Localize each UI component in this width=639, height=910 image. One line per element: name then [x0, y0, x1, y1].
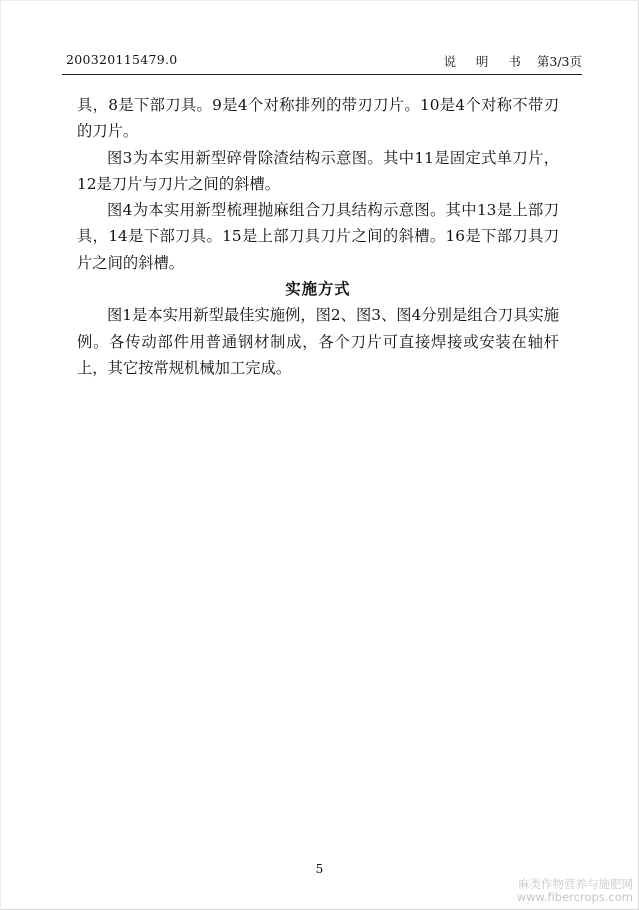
page-header	[66, 50, 582, 72]
watermark-url: www.fibercrops.com	[516, 890, 633, 904]
document-body	[77, 92, 559, 381]
watermark-site-name: 麻类作物营养与施肥网	[518, 877, 633, 891]
header-divider	[62, 74, 582, 75]
paragraph-implementation: 图1是本实用新型最佳实施例，图2、图3、图4分别是组合刀具实施例。各传动部件用普通钢材制成，各个刀片可直接焊接或安装在轴杆上，其它按常规机械加工完成。	[77, 306, 559, 377]
watermark	[483, 878, 633, 904]
paragraph-figure-3: 图3为本实用新型碎骨除渣结构示意图。其中11是固定式单刀片，12是刀片与刀片之间的斜槽。	[77, 148, 559, 193]
paragraph-figure-4: 图4为本实用新型梳理抛麻组合刀具结构示意图。其中13是上部刀具，14是下部刀具。15是上部刀具刀片之间的斜槽。16是下部刀具刀片之间的斜槽。	[77, 201, 559, 272]
page-indicator: 第3/3页	[536, 54, 582, 69]
page-number: 5	[315, 862, 324, 876]
document-number: 200320115479.0	[66, 52, 178, 67]
section-heading: 实施方式	[285, 280, 351, 299]
header-right-group	[443, 52, 582, 70]
paragraph-continuation: 具，8是下部刀具。9是4个对称排列的带刃刀片。10是4个对称不带刃的刀片。	[77, 96, 559, 141]
document-title: 说 明 书	[443, 54, 529, 69]
